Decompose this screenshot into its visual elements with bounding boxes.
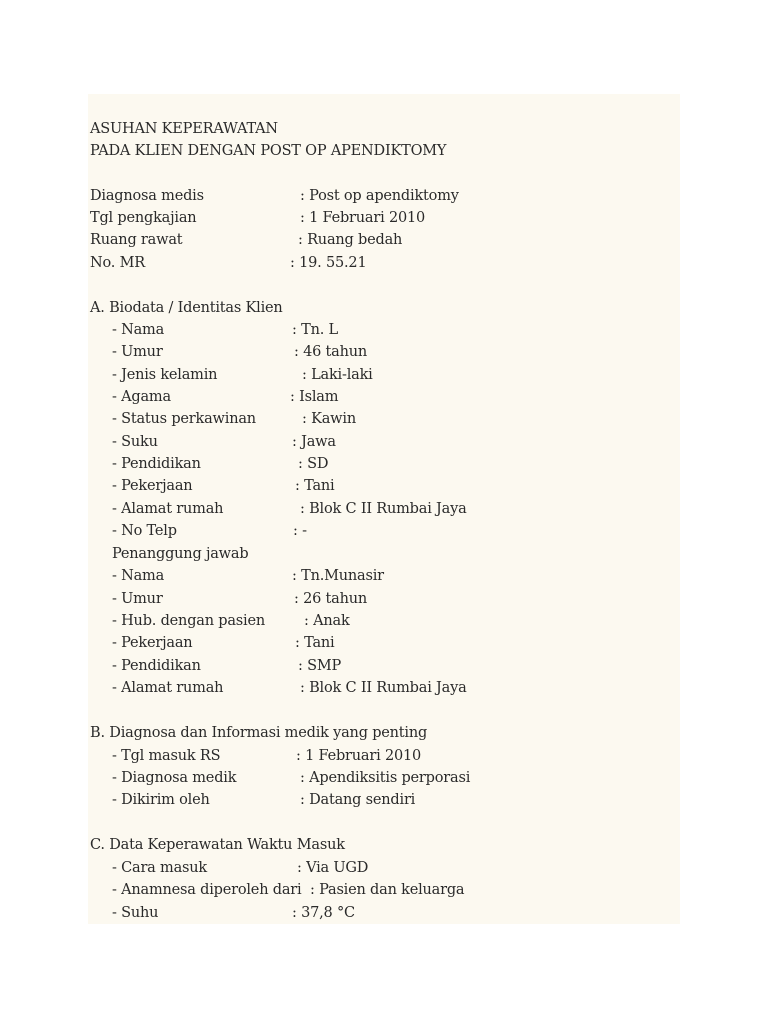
document-title-line1: ASUHAN KEPERAWATAN: [90, 121, 278, 137]
field-label-no-mr: No. MR: [90, 255, 145, 271]
list-item-value: : 46 tahun: [294, 344, 368, 360]
penanggung-jawab-heading: Penanggung jawab: [112, 546, 249, 562]
list-item-label: - Suhu: [112, 905, 159, 921]
list-item-label: - Nama: [112, 568, 165, 584]
field-value-tgl-pengkajian: : 1 Februari 2010: [300, 210, 426, 226]
list-item-value: : Apendiksitis perporasi: [300, 770, 471, 786]
list-item-label: - Pendidikan: [112, 658, 201, 674]
field-value-no-mr: : 19. 55.21: [290, 255, 367, 271]
list-item-value: : Islam: [290, 389, 339, 405]
list-item-label: - Status perkawinan: [112, 411, 256, 427]
list-item-value: : SMP: [298, 658, 342, 674]
field-label-diagnosa-medis: Diagnosa medis: [90, 188, 204, 204]
list-item-label: - Dikirim oleh: [112, 792, 210, 808]
document-page: [88, 94, 680, 924]
list-item-value: : -: [293, 523, 307, 539]
list-item-label: - Hub. dengan pasien: [112, 613, 265, 629]
list-item-value: : Datang sendiri: [300, 792, 416, 808]
list-item-label: - Alamat rumah: [112, 501, 224, 517]
field-label-ruang-rawat: Ruang rawat: [90, 232, 183, 248]
list-item-value: : 1 Februari 2010: [296, 748, 422, 764]
list-item-label: - Agama: [112, 389, 171, 405]
list-item-value: : SD: [298, 456, 329, 472]
document-title-line2: PADA KLIEN DENGAN POST OP APENDIKTOMY: [90, 143, 447, 159]
field-label-tgl-pengkajian: Tgl pengkajian: [90, 210, 197, 226]
list-item-label: - Pekerjaan: [112, 635, 193, 651]
list-item-label: - Umur: [112, 591, 163, 607]
section-c-heading: C. Data Keperawatan Waktu Masuk: [90, 837, 345, 853]
list-item-value: : Blok C II Rumbai Jaya: [300, 501, 467, 517]
list-item-value: : Tani: [295, 635, 335, 651]
list-item-label: - Alamat rumah: [112, 680, 224, 696]
section-b-heading: B. Diagnosa dan Informasi medik yang penting: [90, 725, 428, 741]
list-item-value: : Via UGD: [297, 860, 369, 876]
list-item-value: : Tn.Munasir: [292, 568, 384, 584]
list-item-label: - No Telp: [112, 523, 177, 539]
list-item-label: - Jenis kelamin: [112, 367, 218, 383]
section-a-heading: A. Biodata / Identitas Klien: [90, 300, 283, 316]
list-item-value: : Jawa: [292, 434, 336, 450]
list-item-value: : 37,8 °C: [292, 905, 355, 921]
list-item-label: - Suku: [112, 434, 158, 450]
list-item-value: : Laki-laki: [302, 367, 373, 383]
list-item-value: : 26 tahun: [294, 591, 368, 607]
list-item-value: : Kawin: [302, 411, 356, 427]
list-item-label: - Diagnosa medik: [112, 770, 237, 786]
list-item-label: - Tgl masuk RS: [112, 748, 221, 764]
list-item-label: - Umur: [112, 344, 163, 360]
field-value-diagnosa-medis: : Post op apendiktomy: [300, 188, 459, 204]
list-item-value: : Pasien dan keluarga: [310, 882, 465, 898]
list-item-value: : Tani: [295, 478, 335, 494]
list-item-value: : Anak: [304, 613, 350, 629]
list-item-label: - Pendidikan: [112, 456, 201, 472]
field-value-ruang-rawat: : Ruang bedah: [298, 232, 403, 248]
list-item-label: - Nama: [112, 322, 165, 338]
list-item-value: : Blok C II Rumbai Jaya: [300, 680, 467, 696]
list-item-label: - Anamnesa diperoleh dari: [112, 882, 302, 898]
list-item-label: - Cara masuk: [112, 860, 207, 876]
list-item-value: : Tn. L: [292, 322, 338, 338]
list-item-label: - Pekerjaan: [112, 478, 193, 494]
